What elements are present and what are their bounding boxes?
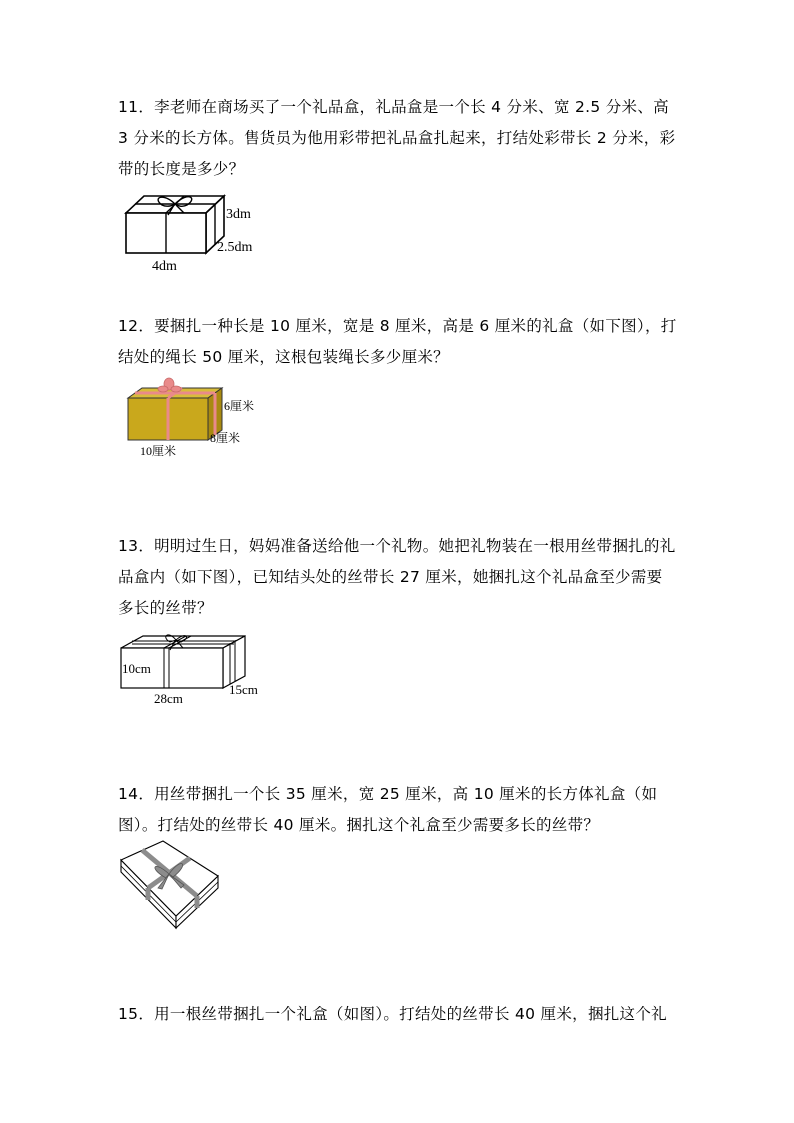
dimension-height-label: 6厘米	[224, 399, 255, 413]
dimension-length-label: 28cm	[154, 691, 183, 706]
problem-12-text: 12．要捆扎一种长是 10 厘米，宽是 8 厘米，高是 6 厘米的礼盒（如下图），打结处的绳长 50 厘米，这根包装绳长多少厘米？	[118, 317, 677, 366]
problem-11	[118, 92, 678, 185]
problem-12	[118, 311, 678, 373]
gift-box-figure-14	[118, 838, 222, 938]
problem-15-text: 15．用一根丝带捆扎一个礼盒（如图）。打结处的丝带长 40 厘米，捆扎这个礼	[118, 1005, 667, 1023]
dimension-height-label: 3dm	[226, 207, 251, 222]
problem-14	[118, 779, 678, 841]
problem-14-text: 14．用丝带捆扎一个长 35 厘米，宽 25 厘米，高 10 厘米的长方体礼盒（如图）。打结处的丝带长 40 厘米。捆扎这个礼盒至少需要多长的丝带？	[118, 785, 658, 834]
problem-13	[118, 531, 678, 624]
dimension-width-label: 15cm	[229, 682, 258, 697]
dimension-length-label: 10厘米	[140, 444, 177, 458]
dimension-width-label: 2.5dm	[217, 240, 253, 255]
gift-box-figure-13	[118, 628, 274, 708]
problem-11-text: 11．李老师在商场买了一个礼品盒，礼品盒是一个长 4 分米、宽 2.5 分米、高 3 分米的长方体。售货员为他用彩带把礼品盒扎起来，打结处彩带长 2 分米，彩带的长度是多少？	[118, 98, 676, 178]
dimension-length-label: 4dm	[152, 259, 177, 274]
problem-13-text: 13．明明过生日，妈妈准备送给他一个礼物。她把礼物装在一根用丝带捆扎的礼品盒内（如下图），已知结头处的丝带长 27 厘米，她捆扎这个礼品盒至少需要多长的丝带？	[118, 537, 676, 617]
gift-box-figure-12	[124, 376, 264, 460]
dimension-height-label: 10cm	[122, 661, 151, 676]
problem-15	[118, 999, 678, 1030]
gift-box-figure-11	[118, 188, 278, 276]
dimension-width-label: 8厘米	[210, 431, 241, 445]
